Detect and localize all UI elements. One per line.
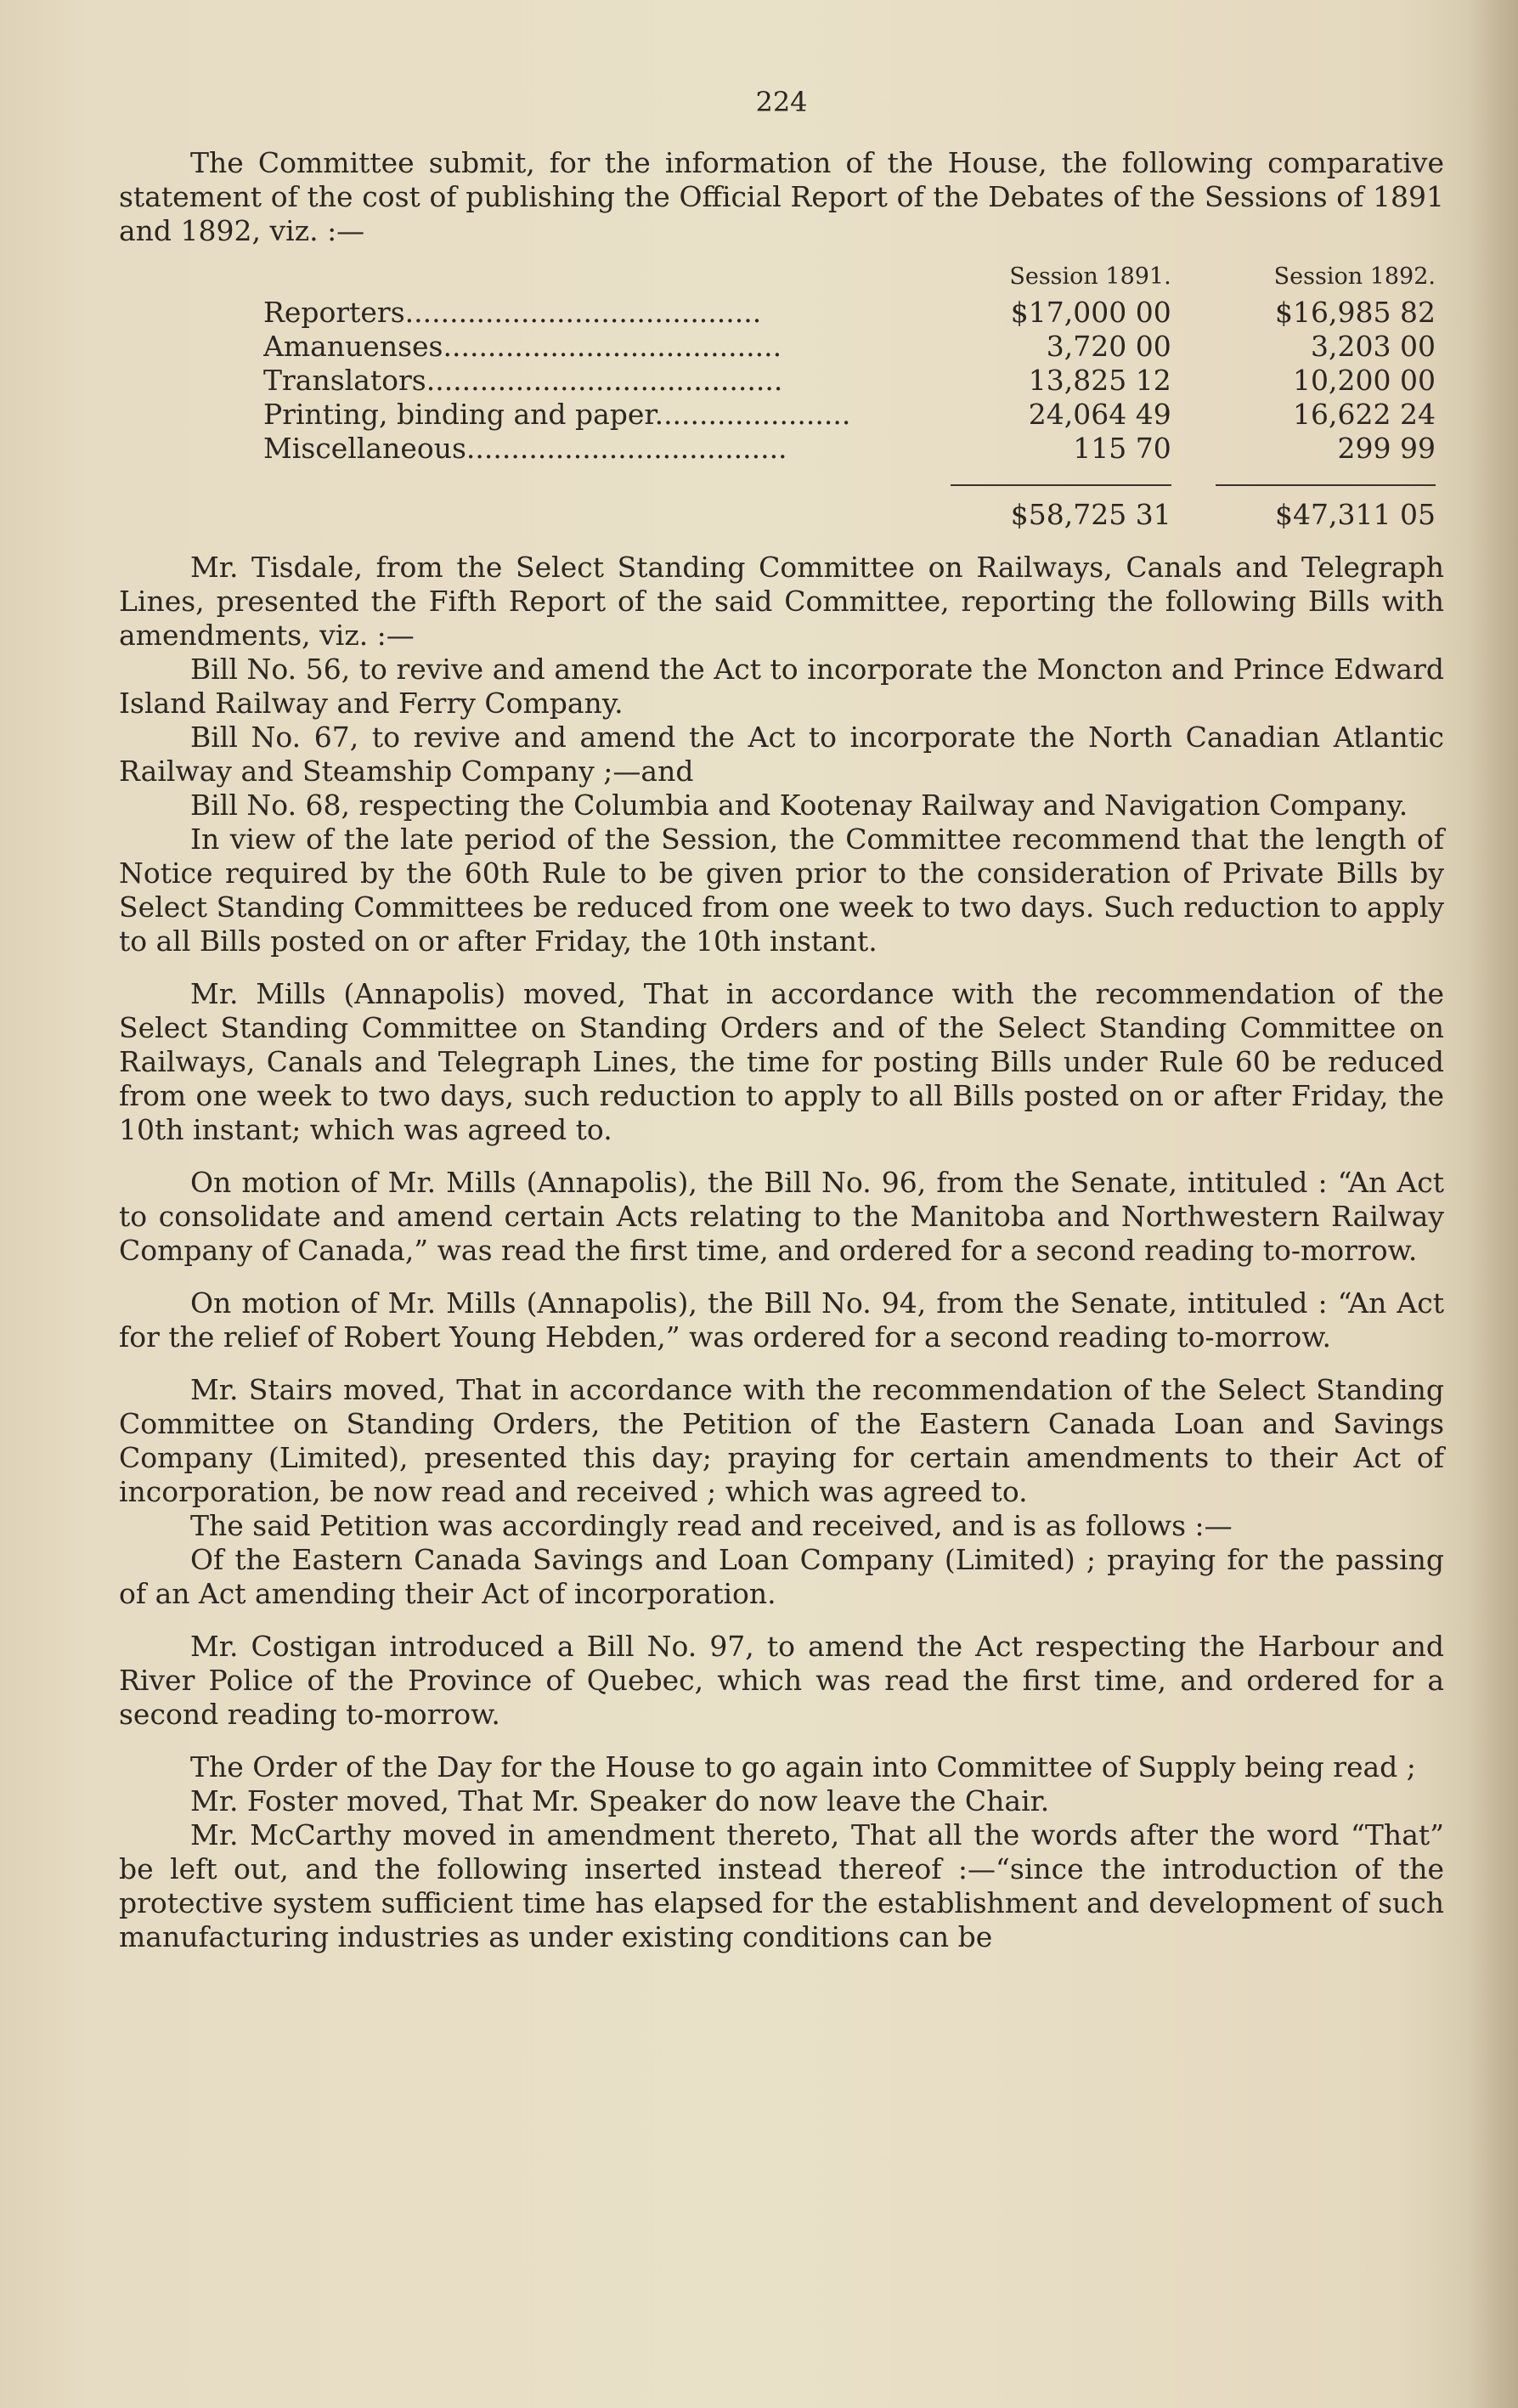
value-1891: 24,064 49 xyxy=(1028,398,1171,431)
value-1892: 10,200 00 xyxy=(1293,364,1436,397)
value-1891: 115 70 xyxy=(1073,432,1171,465)
page-edge-shadow xyxy=(1467,0,1518,2408)
table-header-row xyxy=(263,260,1436,296)
value-1891: 13,825 12 xyxy=(1028,364,1171,397)
total-1891: $58,725 31 xyxy=(951,485,1171,532)
mccarthy-amendment-paragraph: Mr. McCarthy moved in amendment thereto, That all the words after the word “That” be left out, and the following inserted instead thereof :—“since the introduction of the protective system sufficient time has elapsed for the establishment and development of such manufacturing industries as under existing conditions can be xyxy=(119,1818,1444,1953)
bill-68-paragraph: Bill No. 68, respecting the Columbia and Kootenay Railway and Navigation Company. xyxy=(190,789,1408,822)
row-label: Reporters........................................ xyxy=(263,296,762,329)
value-1891: $17,000 00 xyxy=(1010,296,1171,329)
table-row xyxy=(263,398,1436,432)
tisdale-report-paragraph: Mr. Tisdale, from the Select Standing Committee on Railways, Canals and Telegraph Lines, presented the Fifth Report of the said Committee, reporting the following Bills with amendments, viz. :— xyxy=(119,551,1444,652)
petition-read-paragraph: The said Petition was accordingly read and received, and is as follows :— xyxy=(190,1509,1233,1542)
row-label: Printing, binding and paper...................... xyxy=(263,398,851,431)
header-session-1891: Session 1891. xyxy=(1009,263,1171,290)
table-row xyxy=(263,330,1436,364)
page-number: 224 xyxy=(755,86,808,118)
table-row xyxy=(263,364,1436,398)
table-row xyxy=(263,296,1436,330)
total-1892: $47,311 05 xyxy=(1216,485,1436,532)
value-1892: 299 99 xyxy=(1337,432,1436,465)
value-1892: 3,203 00 xyxy=(1311,330,1436,363)
row-label: Translators........................................ xyxy=(263,364,783,397)
order-of-day-paragraph: The Order of the Day for the House to go again into Committee of Supply being read ; xyxy=(190,1750,1416,1783)
row-label: Amanuenses...................................... xyxy=(263,330,782,363)
late-period-paragraph: In view of the late period of the Session, the Committee recommend that the length of Notice required by the 60th Rule to be given prior to the consideration of Private Bills by Select Standing Committees be reduced from one week to two days. Such reduction to apply to all Bills posted on or after Friday, the 10th instant. xyxy=(119,822,1444,958)
foster-motion-paragraph: Mr. Foster moved, That Mr. Speaker do now leave the Chair. xyxy=(190,1784,1050,1817)
mills-motion-paragraph: Mr. Mills (Annapolis) moved, That in accordance with the recommendation of the Select Standing Committee on Standing Orders and of the Select Standing Committee on Railways, Canals and Telegraph Lines, the time for posting Bills under Rule 60 be reduced from one week to two days, such reduction to apply to all Bills posted on or after Friday, the 10th instant; which was agreed to. xyxy=(119,977,1444,1146)
bill-56-paragraph: Bill No. 56, to revive and amend the Act to incorporate the Moncton and Prince Edward Island Railway and Ferry Company. xyxy=(119,653,1444,720)
bill-96-paragraph: On motion of Mr. Mills (Annapolis), the Bill No. 96, from the Senate, intituled : “An Act to consolidate and amend certain Acts relating to the Manitoba and Northwestern Railway Company of Canada,” was read the first time, and ordered for a second reading to-morrow. xyxy=(119,1166,1444,1267)
cost-comparison-table xyxy=(263,260,1436,532)
value-1892: 16,622 24 xyxy=(1293,398,1436,431)
value-1891: 3,720 00 xyxy=(1046,330,1171,363)
table-total-row xyxy=(263,485,1436,532)
bill-67-paragraph: Bill No. 67, to revive and amend the Act to incorporate the North Canadian Atlantic Railway and Steamship Company ;—and xyxy=(119,721,1444,788)
costigan-bill-paragraph: Mr. Costigan introduced a Bill No. 97, to amend the Act respecting the Harbour and River Police of the Province of Quebec, which was read the first time, and ordered for a second reading to-morrow. xyxy=(119,1630,1444,1731)
page-content xyxy=(119,85,1444,1954)
stairs-motion-paragraph: Mr. Stairs moved, That in accordance with the recommendation of the Select Standing Committee on Standing Orders, the Petition of the Eastern Canada Loan and Savings Company (Limited), presented this day; praying for certain amendments to their Act of incorporation, be now read and received ; which was agreed to. xyxy=(119,1373,1444,1508)
table-row xyxy=(263,432,1436,466)
intro-paragraph: The Committee submit, for the information of the House, the following comparative statement of the cost of publishing the Official Report of the Debates of the Sessions of 1891 and 1892, viz. :— xyxy=(119,146,1444,247)
bill-94-paragraph: On motion of Mr. Mills (Annapolis), the Bill No. 94, from the Senate, intituled : “An Act for the relief of Robert Young Hebden,” was ordered for a second reading to-morrow. xyxy=(119,1286,1444,1354)
petition-text-paragraph: Of the Eastern Canada Savings and Loan Company (Limited) ; praying for the passing of an Act amending their Act of incorporation. xyxy=(119,1543,1444,1610)
row-label: Miscellaneous.................................... xyxy=(263,432,787,465)
value-1892: $16,985 82 xyxy=(1275,296,1436,329)
header-session-1892: Session 1892. xyxy=(1273,263,1436,290)
